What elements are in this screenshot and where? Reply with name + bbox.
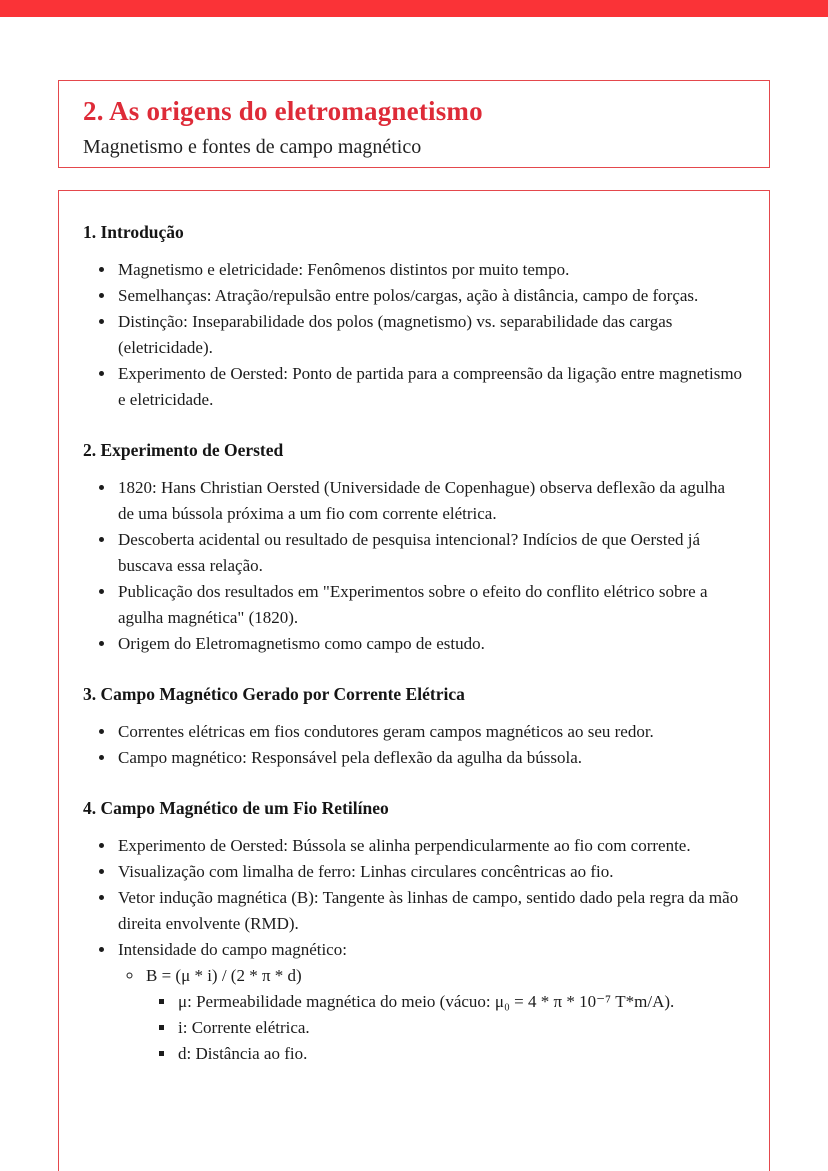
list-item: • Publicação dos resultados em "Experimentos sobre o efeito do conflito elétrico sobre a agulha magnética" (1820).	[116, 579, 743, 631]
bullet-list-level-3	[146, 989, 743, 1067]
section-heading: 4. Campo Magnético de um Fio Retilíneo	[83, 798, 389, 818]
list-item: ▪ i: Corrente elétrica.	[176, 1015, 743, 1041]
page-title: 2. As origens do eletromagnetismo	[83, 96, 483, 126]
bullet-list-level-1	[83, 257, 743, 413]
list-item: • Correntes elétricas em fios condutores geram campos magnéticos ao seu redor.	[116, 719, 743, 745]
top-accent-bar	[0, 0, 828, 17]
list-item: • 1820: Hans Christian Oersted (Universidade de Copenhague) observa deflexão da agulha de uma bússola próxima a um fio com corrente elétrica.	[116, 475, 743, 527]
list-item: • Distinção: Inseparabilidade dos polos (magnetismo) vs. separabilidade das cargas (eletricidade).	[116, 309, 743, 361]
list-item: • Origem do Eletromagnetismo como campo de estudo.	[116, 631, 743, 657]
list-item: • Visualização com limalha de ferro: Linhas circulares concêntricas ao fio.	[116, 859, 743, 885]
bullet-list-level-2	[118, 963, 743, 1067]
list-item: • Experimento de Oersted: Ponto de partida para a compreensão da ligação entre magnetismo e eletricidade.	[116, 361, 743, 413]
list-item: • Magnetismo e eletricidade: Fenômenos distintos por muito tempo.	[116, 257, 743, 283]
list-item: ▪ μ: Permeabilidade magnética do meio (vácuo: μ₀ = 4 * π * 10⁻⁷ T*m/A).	[176, 989, 743, 1015]
page-subtitle: Magnetismo e fontes de campo magnético	[83, 136, 422, 158]
section-heading: 3. Campo Magnético Gerado por Corrente Elétrica	[83, 684, 465, 704]
list-item: • Descoberta acidental ou resultado de pesquisa intencional? Indícios de que Oersted já buscava essa relação.	[116, 527, 743, 579]
section-heading: 1. Introdução	[83, 222, 184, 242]
list-item: • Vetor indução magnética (B): Tangente às linhas de campo, sentido dado pela regra da mão direita envolvente (RMD).	[116, 885, 743, 937]
sections-container	[83, 219, 743, 1067]
list-item: ▪ d: Distância ao fio.	[176, 1041, 743, 1067]
bullet-list-level-1	[83, 719, 743, 771]
content-card	[58, 190, 770, 1171]
list-item: ◦ B = (μ * i) / (2 * π * d) ▪ μ: Permeabilidade magnética do meio (vácuo: μ₀ = 4 * π * 10⁻⁷ T*m/A). ▪ i: Corrente elétrica. ▪ d: Distância ao fio.	[144, 963, 743, 1067]
bullet-list-level-1	[83, 475, 743, 657]
list-item: • Campo magnético: Responsável pela deflexão da agulha da bússola.	[116, 745, 743, 771]
list-item: • Intensidade do campo magnético: ◦ B = (μ * i) / (2 * π * d) ▪ μ: Permeabilidade magnética do meio (vácuo: μ₀ = 4 * π * 10⁻⁷ T*m/A). ▪ i: Corrente elétrica. ▪ d: Distância ao fio.	[116, 937, 743, 1067]
bullet-list-level-1	[83, 833, 743, 1067]
list-item: • Experimento de Oersted: Bússola se alinha perpendicularmente ao fio com corrente.	[116, 833, 743, 859]
title-card	[58, 80, 770, 168]
section-heading: 2. Experimento de Oersted	[83, 440, 284, 460]
list-item: • Semelhanças: Atração/repulsão entre polos/cargas, ação à distância, campo de forças.	[116, 283, 743, 309]
